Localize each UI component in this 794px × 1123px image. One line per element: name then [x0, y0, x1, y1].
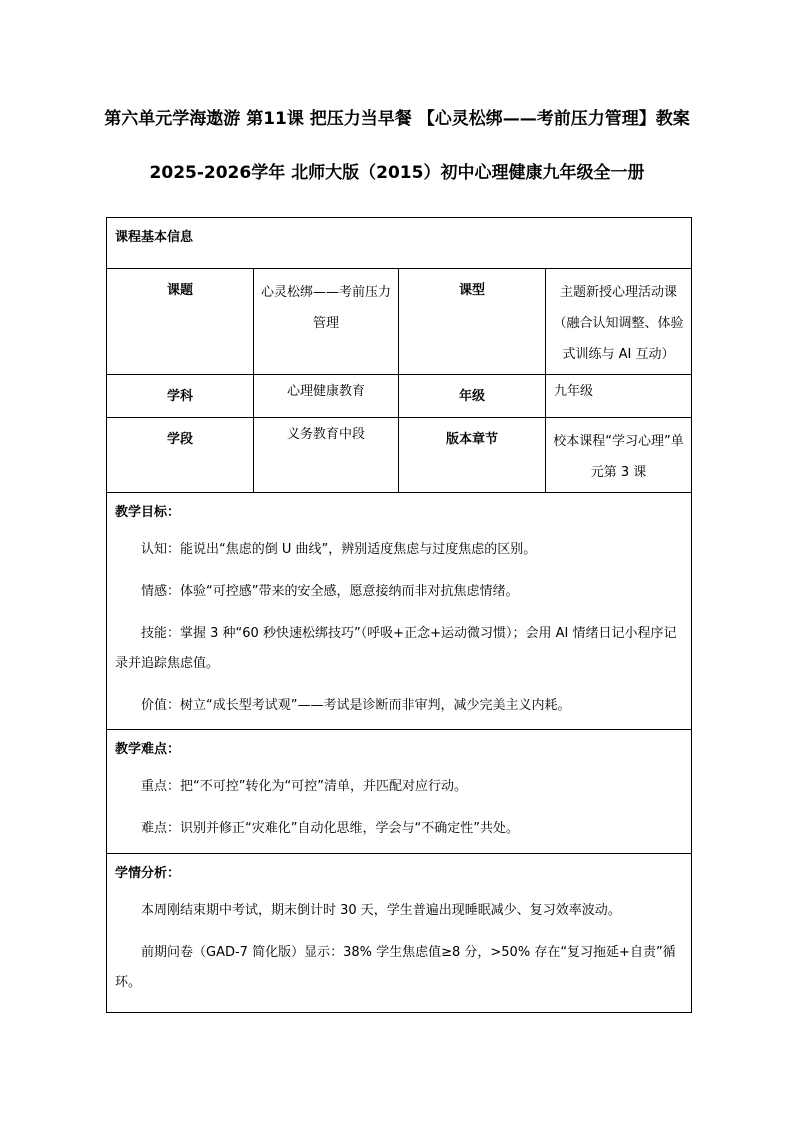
document-title: 第六单元学海遨游 第11课 把压力当早餐 【心灵松绑——考前压力管理】教案 — [104, 109, 690, 129]
table-header-row — [107, 218, 692, 269]
value-grade: 九年级 — [546, 375, 692, 418]
analysis-item: 前期问卷（GAD-7 简化版）显示：38% 学生焦虑值≥8 分，>50% 存在“复习拖延+自责”循环。 — [115, 945, 676, 990]
label-lesson-type: 课型 — [399, 269, 546, 375]
document-subtitle: 2025-2026学年 北师大版（2015）初中心理健康九年级全一册 — [149, 163, 645, 183]
table-row — [107, 375, 692, 418]
goal-item: 技能：掌握 3 种“60 秒快速松绑技巧”（呼吸+正念+运动微习惯）；会用 AI 情绪日记小程序记录并追踪焦虑值。 — [115, 626, 677, 671]
goals-title: 教学目标： — [115, 505, 181, 520]
label-subject: 学科 — [107, 375, 254, 418]
difficulty-item: 难点：识别并修正“灾难化”自动化思维，学会与“不确定性”共处。 — [141, 821, 519, 836]
analysis-title: 学情分析： — [115, 866, 181, 881]
goal-item: 认知：能说出“焦虑的倒 U 曲线”，辨别适度焦虑与过度焦虑的区别。 — [141, 542, 537, 557]
label-chapter: 版本章节 — [399, 418, 546, 493]
table-row — [107, 418, 692, 493]
value-lesson-type: 主题新授心理活动课（融合认知调整、体验式训练与 AI 互动） — [546, 269, 692, 375]
goals-section — [107, 493, 692, 730]
value-subject: 心理健康教育 — [254, 375, 399, 418]
difficulty-title: 教学难点： — [115, 742, 181, 757]
goal-item: 价值：树立“成长型考试观”——考试是诊断而非审判，减少完美主义内耗。 — [141, 698, 571, 713]
value-topic: 心灵松绑——考前压力管理 — [254, 269, 399, 375]
difficulty-item: 重点：把“不可控”转化为“可控”清单，并匹配对应行动。 — [141, 779, 467, 794]
analysis-item: 本周刚结束期中考试，期末倒计时 30 天，学生普遍出现睡眠减少、复习效率波动。 — [141, 903, 621, 918]
value-chapter: 校本课程“学习心理”单元第 3 课 — [546, 418, 692, 493]
analysis-section — [107, 854, 692, 1013]
goal-item: 情感：体验“可控感”带来的安全感，愿意接纳而非对抗焦虑情绪。 — [141, 584, 519, 599]
label-topic: 课题 — [107, 269, 254, 375]
course-info-table — [106, 217, 692, 1013]
table-row — [107, 269, 692, 375]
table-header: 课程基本信息 — [107, 218, 692, 269]
value-stage: 义务教育中段 — [254, 418, 399, 493]
label-grade: 年级 — [399, 375, 546, 418]
difficulty-section — [107, 730, 692, 854]
label-stage: 学段 — [107, 418, 254, 493]
